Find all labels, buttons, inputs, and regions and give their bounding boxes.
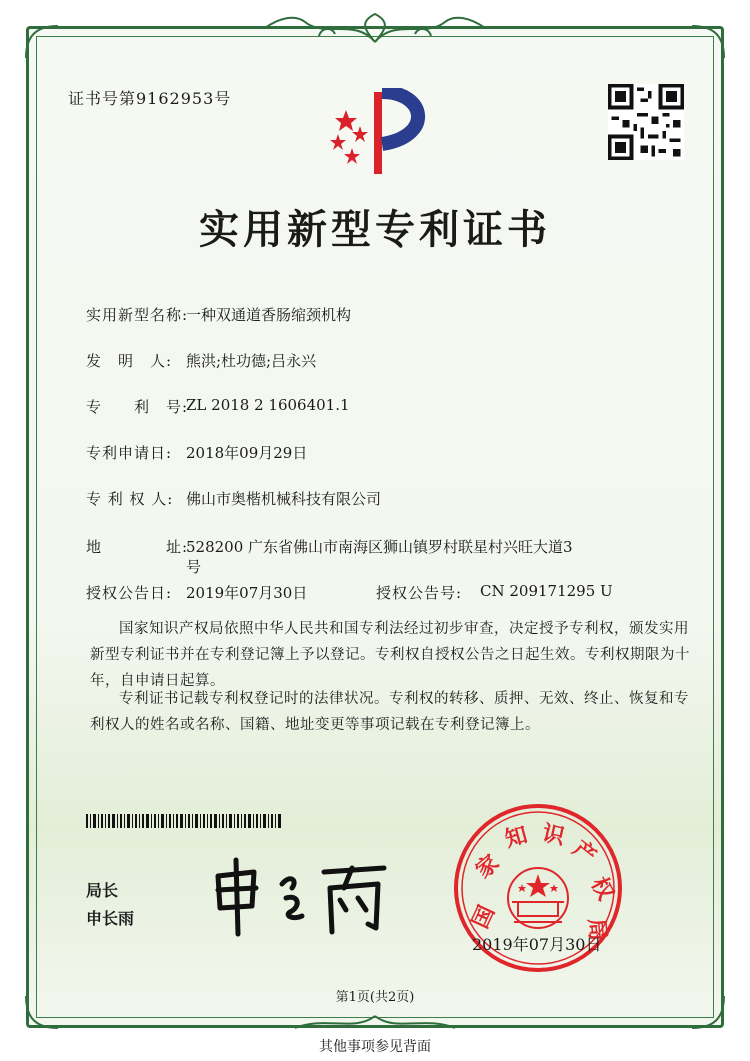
barcode (86, 814, 282, 828)
filing-date-value: 2018年09月29日 (186, 444, 308, 462)
patent-number-value: ZL 2018 2 1606401.1 (186, 396, 350, 414)
seal-date: 2019年07月30日 (472, 935, 602, 954)
back-note: 其他事项参见背面 (319, 1039, 431, 1055)
director-title: 局长 (86, 881, 119, 900)
address-value-line1: 528200 广东省佛山市南海区狮山镇罗村联星村兴旺大道3 (186, 538, 573, 556)
svg-text:局: 局 (584, 917, 611, 942)
grant-number-label: 授权公告号: (376, 584, 463, 602)
grant-date-label: 授权公告日: (86, 584, 173, 602)
corner-ornament-top-left (22, 22, 62, 62)
body-paragraph-2: 专利证书记载专利权登记时的法律状况。专利权的转移、质押、无效、终止、恢复和专利权人的姓名或名称、国籍、地址变更等事项记载在专利登记簿上。 (90, 691, 689, 733)
patentee-label: 专 利 权 人: (86, 490, 174, 508)
filing-date-label: 专利申请日: (86, 444, 173, 462)
svg-text:产: 产 (568, 835, 601, 869)
address-label: 地 址: (86, 538, 189, 556)
svg-text:知: 知 (502, 821, 530, 852)
top-ornament (255, 8, 495, 50)
inventor-label: 发 明 人: (86, 352, 173, 370)
qr-code (608, 84, 684, 160)
handwritten-signature (212, 854, 390, 940)
inventor-value: 熊洪;杜功德;吕永兴 (186, 352, 317, 370)
corner-ornament-top-right (688, 22, 728, 62)
page-number: 第1页(共2页) (335, 990, 415, 1005)
body-paragraph-1: 国家知识产权局依照中华人民共和国专利法经过初步审查，决定授予专利权，颁发实用新型专利证书并在专利登记簿上予以登记。专利权自授权公告之日起生效。专利权期限为十年，自申请日起算。 (90, 621, 690, 689)
bottom-ornament (255, 1012, 495, 1036)
patent-number-label: 专 利 号: (86, 398, 189, 416)
svg-text:家: 家 (470, 849, 504, 883)
grant-date-value: 2019年07月30日 (186, 584, 308, 602)
svg-text:权: 权 (586, 872, 619, 905)
patentee-value: 佛山市奥楷机械科技有限公司 (186, 490, 382, 508)
patent-office-logo (316, 88, 434, 178)
address-value-line2: 号 (186, 558, 202, 576)
svg-text:识: 识 (540, 820, 567, 850)
name-label: 实用新型名称: (86, 306, 189, 324)
certificate-title: 实用新型专利证书 (199, 206, 551, 253)
director-name: 申长雨 (86, 909, 135, 928)
svg-text:国: 国 (467, 901, 500, 933)
grant-number-value: CN 209171295 U (480, 582, 613, 600)
certificate-number: 证书号第9162953号 (68, 89, 232, 108)
name-value: 一种双通道香肠缩颈机构 (186, 306, 352, 324)
